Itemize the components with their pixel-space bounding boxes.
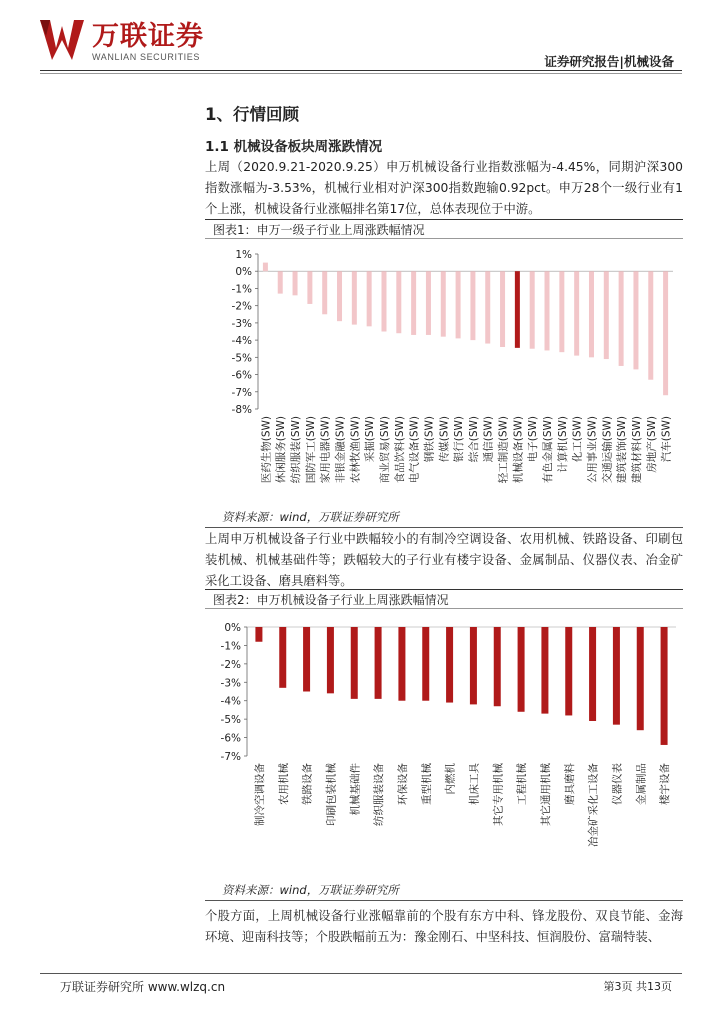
figure2-title: 图表2：申万机械设备子行业上周涨跌幅情况 xyxy=(205,589,683,609)
x-tick-label: 金属制品 xyxy=(635,763,648,805)
y-tick-label: -8% xyxy=(231,404,252,416)
bar xyxy=(515,271,520,348)
x-tick-label: 化工(SW) xyxy=(571,416,584,463)
bar xyxy=(263,263,268,272)
figure2-source-divider xyxy=(205,900,683,901)
x-tick-label: 磨具磨料 xyxy=(563,763,576,805)
bar xyxy=(255,627,262,642)
x-tick-label: 有色金属(SW) xyxy=(542,416,555,484)
figure1-source: 资料来源：wind，万联证券研究所 xyxy=(222,510,399,524)
x-tick-label: 内燃机 xyxy=(444,763,457,795)
y-tick-label: -1% xyxy=(231,283,252,296)
figure2-source: 资料来源：wind，万联证券研究所 xyxy=(222,883,399,897)
x-tick-label: 其它通用机械 xyxy=(539,763,552,826)
x-tick-label: 休闲服务(SW) xyxy=(275,416,288,484)
bar xyxy=(422,627,429,701)
y-tick-label: -3% xyxy=(220,677,241,690)
bar xyxy=(648,271,653,380)
bar xyxy=(307,271,312,304)
x-tick-label: 传媒(SW) xyxy=(438,416,451,463)
y-tick-label: -4% xyxy=(220,695,241,708)
y-tick-label: -3% xyxy=(231,317,252,330)
x-tick-label: 汽车(SW) xyxy=(660,416,673,463)
x-tick-label: 工程机械 xyxy=(516,763,529,805)
header-divider-thin xyxy=(40,73,682,74)
x-tick-label: 商业贸易(SW) xyxy=(378,416,391,484)
bar xyxy=(633,271,638,369)
x-tick-label: 机床工具 xyxy=(468,763,481,805)
x-tick-label: 食品饮料(SW) xyxy=(393,416,406,484)
bar xyxy=(589,627,596,721)
x-tick-label: 纺织服装设备 xyxy=(373,763,386,826)
x-tick-label: 非银金融(SW) xyxy=(334,416,347,484)
bar xyxy=(637,627,644,730)
y-tick-label: -2% xyxy=(220,658,241,671)
x-tick-label: 轻工制造(SW) xyxy=(497,416,510,484)
y-tick-label: -1% xyxy=(220,640,241,653)
bar xyxy=(446,627,453,703)
bar xyxy=(351,627,358,699)
bar xyxy=(661,627,668,745)
bar xyxy=(619,271,624,366)
x-tick-label: 家用电器(SW) xyxy=(319,416,332,484)
bar xyxy=(322,271,327,314)
bar xyxy=(470,271,475,340)
y-tick-label: -6% xyxy=(231,369,252,382)
x-tick-label: 环保设备 xyxy=(396,763,409,805)
paragraph-stock-review: 个股方面，上周机械设备行业涨幅靠前的个股有东方中科、锋龙股份、双良节能、金海环境、迎南科技等；个股跌幅前五为：豫金刚石、中坚科技、恒润股份、富瑞特装、 xyxy=(205,909,683,944)
x-tick-label: 机械设备(SW) xyxy=(512,416,525,484)
y-tick-label: -5% xyxy=(220,714,241,727)
footer-institution: 万联证券研究所 www.wlzq.cn xyxy=(60,980,226,994)
x-tick-label: 其它专用机械 xyxy=(492,763,505,826)
x-tick-label: 纺织服装(SW) xyxy=(290,416,303,484)
x-tick-label: 公用事业(SW) xyxy=(586,416,599,484)
bar xyxy=(565,627,572,715)
y-tick-label: -7% xyxy=(231,386,252,399)
paragraph-subsector-review: 上周申万机械设备子行业中跌幅较小的有制冷空调设备、农用机械、铁路设备、印刷包装机械、机械基础件等；跌幅较大的子行业有楼宇设备、金属制品、仪器仪表、冶金矿采化工设备、磨具磨料等。 xyxy=(205,532,683,588)
figure1-title: 图表1：申万一级子行业上周涨跌幅情况 xyxy=(205,219,683,239)
y-tick-label: -7% xyxy=(220,751,241,763)
paragraph-market-review: 上周（2020.9.21-2020.9.25）申万机械设备行业指数涨幅为-4.45%，同期沪深300指数涨幅为-3.53%，机械行业相对沪深300指数跑输0.92pct。申万28个一级行业有1个上涨，机械设备行业涨幅排名第17位，总体表现位于中游。 xyxy=(205,160,683,216)
x-tick-label: 医药生物(SW) xyxy=(260,416,273,484)
subsection-heading: 1.1 机械设备板块周涨跌情况 xyxy=(205,139,383,155)
bar xyxy=(541,627,548,714)
logo-mark-icon xyxy=(38,18,86,62)
bar xyxy=(278,271,283,293)
bar xyxy=(494,627,501,706)
bar xyxy=(381,271,386,331)
bar xyxy=(352,271,357,324)
bar xyxy=(530,271,535,349)
section-heading: 1、行情回顾 xyxy=(205,105,299,124)
footer-divider xyxy=(40,973,682,974)
y-tick-label: 0% xyxy=(224,622,241,634)
y-tick-label: 1% xyxy=(235,249,252,261)
x-tick-label: 计算机(SW) xyxy=(556,416,569,473)
y-tick-label: 0% xyxy=(235,266,252,279)
bar xyxy=(337,271,342,321)
bar xyxy=(518,627,525,712)
y-tick-label: -4% xyxy=(231,335,252,348)
bar xyxy=(545,271,550,350)
y-tick-label: -6% xyxy=(220,732,241,745)
x-tick-label: 建筑装饰(SW) xyxy=(616,416,629,484)
page-number: 第3页 共13页 xyxy=(603,980,672,993)
x-tick-label: 建筑材料(SW) xyxy=(630,416,643,484)
logo-text: 万联证券 xyxy=(92,21,204,52)
x-tick-label: 银行(SW) xyxy=(453,416,466,463)
x-tick-label: 农林牧渔(SW) xyxy=(349,416,362,484)
bar xyxy=(589,271,594,357)
x-tick-label: 采掘(SW) xyxy=(364,416,377,463)
chart-industry-weekly-change xyxy=(205,241,683,509)
bar xyxy=(470,627,477,704)
bar xyxy=(663,271,668,395)
figure1-source-divider xyxy=(205,527,683,528)
x-tick-label: 仪器仪表 xyxy=(611,763,624,805)
bar xyxy=(485,271,490,343)
chart-machinery-subsector-change xyxy=(205,611,683,881)
report-type-label: 证券研究报告|机械设备 xyxy=(544,54,674,69)
bar xyxy=(604,271,609,359)
bar xyxy=(426,271,431,335)
x-tick-label: 电气设备(SW) xyxy=(408,416,421,484)
bar xyxy=(293,271,298,295)
bar xyxy=(398,627,405,701)
bar xyxy=(411,271,416,335)
bar xyxy=(500,271,505,347)
x-tick-label: 交通运输(SW) xyxy=(601,416,614,484)
bar xyxy=(279,627,286,688)
header-divider xyxy=(40,70,682,71)
logo-english-text: WANLIAN SECURITIES xyxy=(92,52,200,62)
x-tick-label: 重型机械 xyxy=(420,763,433,805)
x-tick-label: 制冷空调设备 xyxy=(253,763,266,826)
x-tick-label: 钢铁(SW) xyxy=(423,416,436,463)
x-tick-label: 印刷包装机械 xyxy=(325,763,338,826)
x-tick-label: 冶金矿采化工设备 xyxy=(587,763,600,847)
bar xyxy=(367,271,372,326)
y-tick-label: -5% xyxy=(231,352,252,365)
y-tick-label: -2% xyxy=(231,300,252,313)
x-tick-label: 房地产(SW) xyxy=(645,416,658,473)
bar xyxy=(396,271,401,333)
bar xyxy=(574,271,579,355)
x-tick-label: 农用机械 xyxy=(277,763,290,805)
x-tick-label: 楼宇设备 xyxy=(659,763,672,805)
bar xyxy=(613,627,620,725)
x-tick-label: 综合(SW) xyxy=(467,416,480,463)
bar xyxy=(456,271,461,338)
x-tick-label: 通信(SW) xyxy=(482,416,495,463)
bar xyxy=(441,271,446,336)
bar xyxy=(559,271,564,352)
x-tick-label: 电子(SW) xyxy=(527,416,540,463)
x-tick-label: 铁路设备 xyxy=(301,763,314,805)
bar xyxy=(327,627,334,693)
bar xyxy=(303,627,310,692)
x-tick-label: 国防军工(SW) xyxy=(304,416,317,484)
x-tick-label: 机械基础件 xyxy=(349,763,362,816)
bar xyxy=(375,627,382,699)
